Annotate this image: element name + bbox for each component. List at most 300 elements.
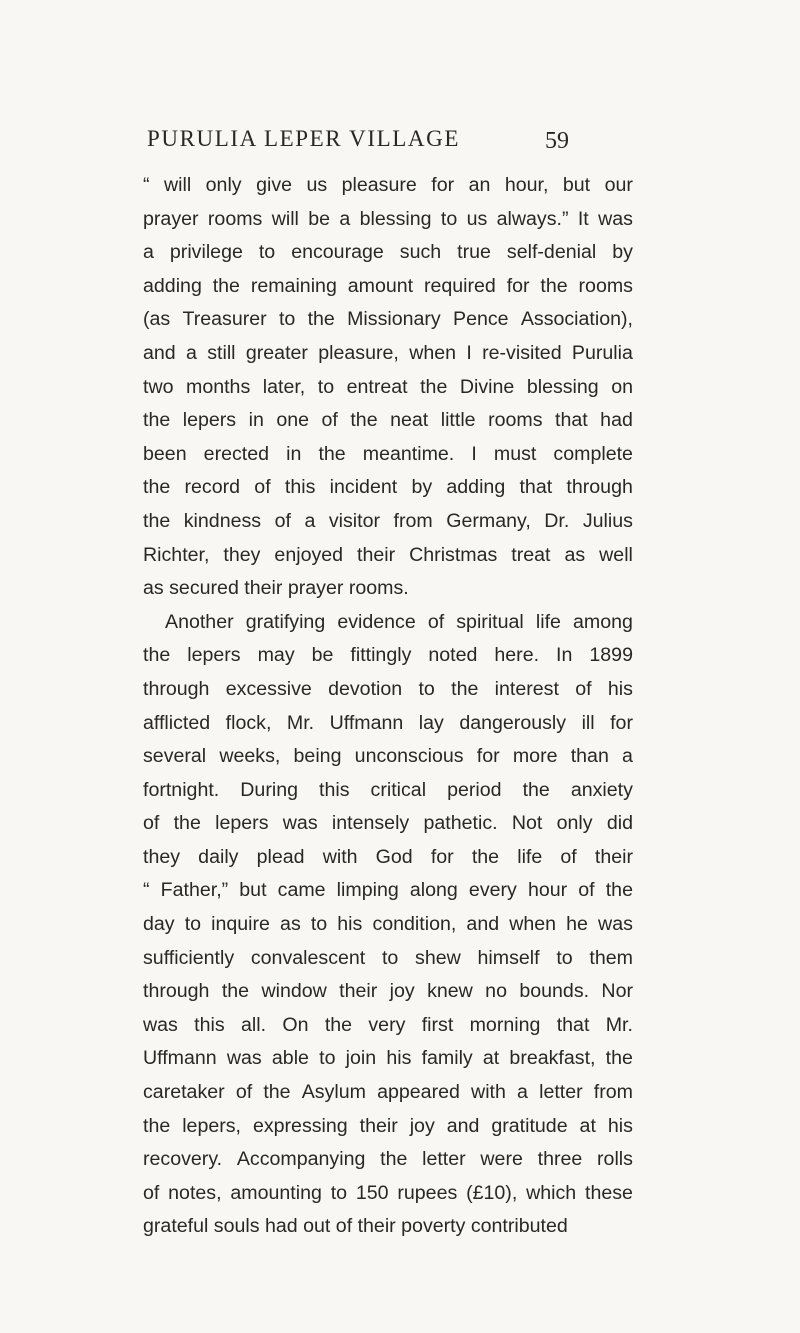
word: Christmas [409, 543, 498, 566]
word: three [537, 1148, 583, 1171]
word: to [556, 946, 573, 969]
word: from [393, 509, 433, 532]
word: this [194, 1013, 225, 1036]
word: being [293, 745, 342, 768]
word: were [480, 1148, 523, 1171]
word: only [556, 812, 593, 835]
word: hour [527, 879, 568, 902]
word: the [221, 980, 250, 1003]
text-line [143, 774, 633, 808]
text-line [143, 942, 633, 976]
word: treat [511, 543, 551, 566]
word: than [570, 745, 609, 768]
word: the [522, 778, 550, 801]
word: at [482, 1047, 500, 1070]
word: as [280, 913, 301, 936]
word: to [319, 1047, 336, 1070]
word: himself [477, 946, 540, 969]
word: complete [553, 442, 633, 465]
word: encourage [291, 241, 384, 264]
word: amount [347, 274, 414, 297]
word: morning [469, 1013, 541, 1036]
word: incident [329, 476, 398, 499]
word: two [143, 375, 174, 398]
word: did [606, 812, 633, 835]
text-line [143, 807, 633, 841]
text-line [143, 639, 633, 673]
text-line [143, 1076, 633, 1110]
word: notes, [168, 1181, 222, 1204]
body-text [143, 169, 633, 1244]
word: interest [494, 677, 559, 700]
word: little [440, 409, 476, 432]
word: his [386, 1047, 412, 1070]
word: intensely [331, 812, 410, 835]
word: rupees [397, 1181, 458, 1204]
word: self-denial [506, 241, 597, 264]
word: for [430, 845, 454, 868]
word: joy [389, 980, 415, 1003]
text-line [143, 1177, 633, 1211]
word: from [593, 1081, 633, 1104]
word: God [375, 845, 413, 868]
word: a [304, 509, 316, 532]
word: more [512, 745, 558, 768]
word: (£10), [466, 1181, 518, 1204]
word: letter [422, 1148, 466, 1171]
text-line [143, 337, 633, 371]
word: lepers, [182, 1114, 241, 1137]
word: the [143, 409, 171, 432]
word: and [446, 1114, 480, 1137]
word: condition, [372, 913, 457, 936]
word: his [607, 1114, 633, 1137]
word: the [471, 845, 500, 868]
word: life [535, 610, 561, 633]
word: able [271, 1047, 309, 1070]
page-number: 59 [545, 128, 569, 154]
word: critical [370, 778, 427, 801]
word: prayer [143, 207, 199, 230]
word: day [143, 913, 175, 936]
word: the [307, 308, 335, 331]
word: this [319, 778, 350, 801]
word: caretaker [143, 1081, 225, 1104]
word: gratifying [245, 610, 326, 633]
word: Dr. [544, 509, 570, 532]
word: Richter, [143, 543, 210, 566]
word: Purulia [571, 341, 633, 364]
word: their [339, 980, 378, 1003]
word: the [324, 1013, 353, 1036]
word: visitor [328, 509, 381, 532]
word: Father,” [160, 879, 229, 902]
word: fittingly [350, 644, 412, 667]
text-line [143, 404, 633, 438]
word: daily [198, 845, 239, 868]
word: a [143, 241, 154, 264]
word: joy [409, 1114, 435, 1137]
word: through [143, 980, 210, 1003]
word: plead [256, 845, 305, 868]
word: on [611, 375, 633, 398]
word: that [556, 1013, 590, 1036]
word: to [310, 913, 328, 936]
word: such [399, 241, 442, 264]
word: “ [143, 174, 150, 196]
word: bounds. [519, 980, 590, 1003]
word: to [184, 913, 202, 936]
word: entreat [346, 375, 408, 398]
word: these [585, 1181, 633, 1204]
word: and [143, 341, 176, 364]
word: but [239, 879, 267, 902]
word: every [468, 879, 517, 902]
word: that [519, 476, 553, 499]
word: was [598, 913, 633, 936]
word: 1899 [589, 644, 633, 667]
word: the [173, 812, 201, 835]
word: was [143, 1013, 178, 1036]
word: Asylum [301, 1081, 366, 1104]
word: came [277, 879, 326, 902]
word: they [143, 845, 181, 868]
word: rolls [597, 1148, 633, 1171]
word: of [321, 409, 338, 432]
word: ill [581, 711, 595, 734]
word: of [578, 879, 595, 902]
word: the [540, 274, 568, 297]
word: the [143, 1114, 171, 1137]
word: a [339, 207, 351, 230]
word: by [612, 241, 633, 264]
word: I [471, 442, 477, 465]
word: Association), [520, 308, 633, 331]
word: limping [336, 879, 399, 902]
word: required [423, 274, 496, 297]
word: at [579, 1114, 596, 1137]
text-line [143, 270, 633, 304]
running-head [147, 126, 587, 160]
word: evidence [337, 610, 416, 633]
word: of [575, 677, 592, 700]
word: as [564, 543, 586, 566]
word: devotion [328, 677, 403, 700]
word: Pence [453, 308, 509, 331]
word: window [261, 980, 327, 1003]
word: their [594, 845, 633, 868]
word: to [278, 308, 296, 331]
text-line [143, 303, 633, 337]
word: of [143, 1181, 160, 1204]
word: fortnight. [143, 778, 220, 801]
word: sufficiently [143, 946, 235, 969]
word: that [555, 409, 588, 432]
word: several [143, 745, 207, 768]
word: us [466, 207, 488, 230]
word: In [556, 644, 573, 667]
word: through [566, 476, 633, 499]
word: Mr. [286, 711, 315, 734]
word: erected [203, 442, 270, 465]
word: for [431, 174, 455, 196]
text-line [143, 707, 633, 741]
text-line [143, 740, 633, 774]
word: Julius [582, 509, 633, 532]
word: had [600, 409, 633, 432]
word: “ [143, 879, 150, 902]
word: the [605, 879, 633, 902]
word: be [308, 207, 331, 230]
word: through [143, 677, 210, 700]
word: the [143, 509, 171, 532]
word: and [466, 913, 500, 936]
text-line [143, 539, 633, 573]
word: his [607, 677, 633, 700]
word: in [286, 442, 302, 465]
text-line [143, 438, 633, 472]
word: to [440, 207, 458, 230]
word: to [330, 1181, 348, 1204]
word: of [427, 610, 445, 633]
word: the [451, 677, 479, 700]
word: blessing [359, 207, 432, 230]
word: Not [511, 812, 543, 835]
word: Uffmann [143, 1047, 217, 1070]
word: appeared [377, 1081, 460, 1104]
word: of [235, 1081, 253, 1104]
word: (as [143, 308, 171, 331]
text-line [143, 371, 633, 405]
word: a [186, 341, 197, 364]
word: only [205, 174, 242, 196]
word: along [409, 879, 458, 902]
word: meantime. [362, 442, 455, 465]
word: adding [446, 476, 506, 499]
running-title: PURULIA LEPER VILLAGE [147, 126, 461, 151]
word: them [589, 946, 633, 969]
word: the [380, 1148, 408, 1171]
text-line [143, 471, 633, 505]
word: our [604, 174, 633, 196]
word: life [517, 845, 543, 868]
word: Germany, [446, 509, 531, 532]
word: to [418, 677, 435, 700]
word: weeks, [219, 745, 281, 768]
word: must [493, 442, 537, 465]
word: hour, [504, 174, 549, 196]
word: family [421, 1047, 473, 1070]
word: excessive [225, 677, 312, 700]
word: gratitude [491, 1114, 568, 1137]
word: the [212, 274, 240, 297]
word: enjoyed [274, 543, 344, 566]
word: by [411, 476, 433, 499]
word: flock, [225, 711, 272, 734]
text-line [143, 673, 633, 707]
word: join [345, 1047, 377, 1070]
word: Uffmann [329, 711, 404, 734]
text-line [143, 1110, 633, 1144]
word: of [143, 812, 160, 835]
text-line [143, 975, 633, 1009]
text-line [143, 236, 633, 270]
word: rooms [207, 207, 263, 230]
word: here. [494, 644, 540, 667]
word: shew [415, 946, 461, 969]
word: record [184, 476, 241, 499]
word: of [560, 845, 577, 868]
word: On [282, 1013, 309, 1036]
word: which [526, 1181, 577, 1204]
word: very [368, 1013, 406, 1036]
text-line [143, 1009, 633, 1043]
word: will [271, 207, 299, 230]
word: but [562, 174, 591, 196]
word: may [257, 644, 295, 667]
word: been [143, 442, 187, 465]
text-line [143, 505, 633, 539]
word: I [466, 341, 472, 364]
word: breakfast, [509, 1047, 596, 1070]
word: recovery. [143, 1148, 223, 1171]
word: anxiety [570, 778, 633, 801]
word: months [186, 375, 251, 398]
text-line [143, 841, 633, 875]
word: lepers [215, 812, 269, 835]
word: the [420, 375, 448, 398]
word: afflicted [143, 711, 211, 734]
text-line [143, 1042, 633, 1076]
word: the [263, 1081, 291, 1104]
word: he [566, 913, 588, 936]
word: was [282, 812, 318, 835]
word: well [599, 543, 633, 566]
word: inquire [211, 913, 270, 936]
word: to [258, 241, 276, 264]
word: the [350, 409, 378, 432]
word: this [284, 476, 316, 499]
word: when [409, 341, 457, 364]
word: Mr. [605, 1013, 633, 1036]
word: pleasure [341, 174, 417, 196]
text-line [143, 169, 633, 203]
word: no [485, 980, 507, 1003]
word: lay [418, 711, 444, 734]
word: lepers [182, 409, 237, 432]
word: us [306, 174, 328, 196]
word: a [622, 745, 633, 768]
word: give [256, 174, 293, 196]
word: in [248, 409, 264, 432]
word: Nor [601, 980, 633, 1003]
word: with [471, 1081, 506, 1104]
word: Divine [459, 375, 515, 398]
text-line: as secured their prayer rooms. [143, 577, 409, 600]
word: 150 [355, 1181, 389, 1204]
word: for [506, 274, 530, 297]
word: dangerously [459, 711, 567, 734]
word: of [274, 509, 291, 532]
word: first [421, 1013, 454, 1036]
word: adding [143, 274, 202, 297]
word: the [143, 476, 171, 499]
word: rooms [488, 409, 543, 432]
word: an [468, 174, 491, 196]
word: still [207, 341, 236, 364]
word: will [163, 174, 192, 196]
word: the [318, 442, 346, 465]
word: later, [262, 375, 306, 398]
word: a [517, 1081, 528, 1104]
word: re-visited [482, 341, 562, 364]
word: their [357, 543, 396, 566]
text-line: grateful souls had out of their poverty contributed [143, 1215, 568, 1238]
word: unconscious [354, 745, 464, 768]
word: pathetic. [423, 812, 498, 835]
word: was [598, 207, 633, 230]
word: noted [428, 644, 478, 667]
word: his [337, 913, 363, 936]
word: During [240, 778, 298, 801]
word: true [457, 241, 491, 264]
word: kindness [183, 509, 262, 532]
word: one [276, 409, 310, 432]
word: the [605, 1047, 633, 1070]
word: Treasurer [182, 308, 267, 331]
word: be [311, 644, 334, 667]
word: expressing [252, 1114, 348, 1137]
word: they [223, 543, 261, 566]
word: pleasure, [318, 341, 399, 364]
word: privilege [169, 241, 243, 264]
word: among [573, 610, 633, 633]
word: spiritual [456, 610, 524, 633]
text-line [143, 1143, 633, 1177]
text-line [143, 908, 633, 942]
word: for [476, 745, 500, 768]
word: remaining [250, 274, 337, 297]
word: lepers [187, 644, 241, 667]
word: Missionary [347, 308, 441, 331]
word: their [359, 1114, 398, 1137]
word: when [509, 913, 557, 936]
word: with [322, 845, 358, 868]
word: Another [165, 610, 234, 633]
word: blessing [526, 375, 599, 398]
text-line [143, 203, 633, 237]
word: convalescent [250, 946, 366, 969]
text-line [143, 606, 633, 640]
word: of [254, 476, 271, 499]
word: period [447, 778, 502, 801]
text-line [143, 874, 633, 908]
word: always.” [496, 207, 569, 230]
word: neat [390, 409, 429, 432]
word: the [143, 644, 171, 667]
word: was [226, 1047, 262, 1070]
word: to [317, 375, 335, 398]
word: Accompanying [236, 1148, 366, 1171]
word: letter [539, 1081, 583, 1104]
word: to [381, 946, 399, 969]
word: amounting [230, 1181, 322, 1204]
word: all. [240, 1013, 267, 1036]
word: It [577, 207, 589, 230]
word: knew [427, 980, 473, 1003]
word: for [610, 711, 633, 734]
word: greater [245, 341, 308, 364]
